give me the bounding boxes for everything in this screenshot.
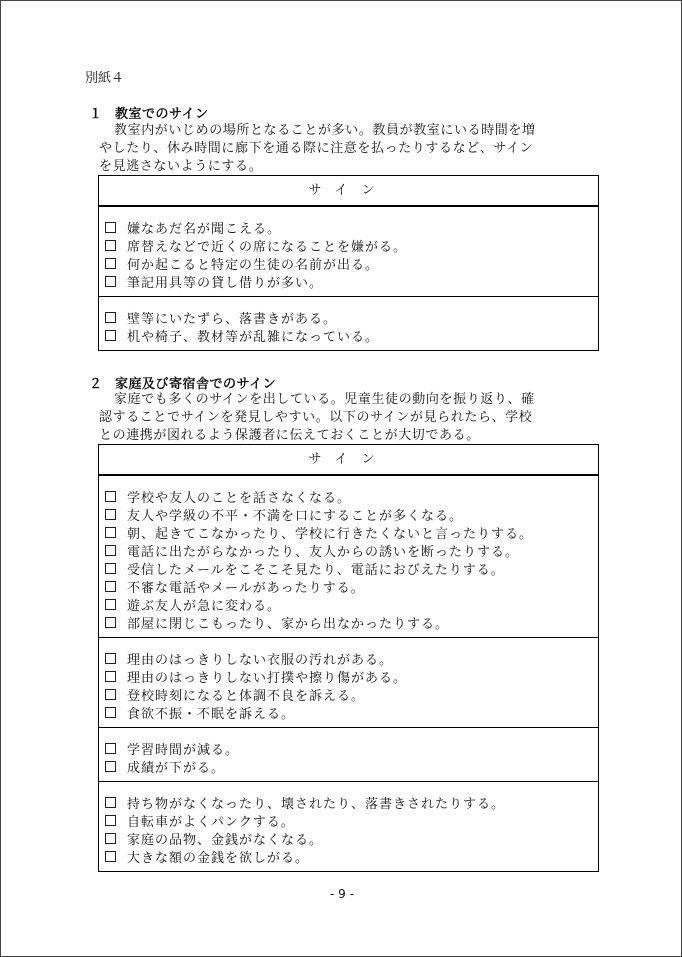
list-item: [105, 595, 598, 613]
checkbox-icon: [105, 617, 116, 628]
section-2-sign-table: [98, 444, 599, 872]
sign-group: [99, 637, 598, 727]
item-text: 食欲不振・不眠を訴える。: [127, 706, 296, 722]
section-1-number: １: [89, 107, 103, 122]
checkbox-icon: [105, 671, 116, 682]
checkbox-icon: [105, 527, 116, 538]
section-1-sign-table: [98, 175, 599, 351]
appendix-label: 別紙４: [85, 71, 125, 86]
item-text: 受信したメールをこそこそ見たり、電話におびえたりする。: [127, 562, 505, 578]
list-item: [105, 649, 598, 667]
checkbox-icon: [105, 509, 116, 520]
list-item: [105, 793, 598, 811]
item-text: 遊ぶ友人が急に変わる。: [127, 598, 282, 614]
checkbox-icon: [105, 689, 116, 700]
list-item: [105, 667, 598, 685]
checkbox-icon: [105, 545, 116, 556]
list-item: [105, 757, 598, 775]
checkbox-icon: [105, 491, 116, 502]
item-text: 壁等にいたずら、落書きがある。: [127, 311, 338, 327]
item-text: 不審な電話やメールがあったりする。: [127, 580, 365, 596]
item-text: 理由のはっきりしない衣服の汚れがある。: [127, 652, 394, 668]
item-text: 友人や学級の不平・不満を口にすることが多くなる。: [127, 508, 464, 524]
item-text: 嫌なあだ名が聞こえる。: [127, 221, 282, 237]
list-item: [105, 613, 598, 631]
page-number: - 9 -: [330, 887, 354, 901]
item-text: 登校時刻になると体調不良を訴える。: [127, 688, 366, 704]
sign-table-header: サイン: [99, 176, 598, 206]
section-2-paragraph: [99, 391, 601, 445]
item-text: 成績が下がる。: [127, 760, 226, 776]
checkbox-icon: [105, 258, 116, 269]
checkbox-icon: [105, 581, 116, 592]
checkbox-icon: [105, 851, 116, 862]
list-item: [105, 487, 598, 505]
item-text: 自転車がよくパンクする。: [127, 814, 295, 830]
list-item: [105, 254, 598, 272]
sign-table-header: サイン: [99, 445, 598, 475]
checkbox-icon: [105, 276, 116, 287]
section-1-line-3: を見逃さないようにする。: [99, 159, 263, 174]
checkbox-icon: [105, 312, 116, 323]
item-text: 机や椅子、教材等が乱雑になっている。: [127, 329, 380, 345]
checkbox-icon: [105, 653, 116, 664]
item-text: 何か起こると特定の生徒の名前が出る。: [127, 257, 380, 273]
item-text: 持ち物がなくなったり、壊されたり、落書きされたりする。: [127, 796, 506, 812]
sign-group: [99, 296, 598, 350]
checkbox-icon: [105, 743, 116, 754]
item-text: 電話に出たがらなかったり、友人からの誘いを断ったりする。: [127, 544, 520, 560]
section-2-title: 家庭及び寄宿舎でのサイン: [115, 377, 277, 392]
list-item: [105, 308, 598, 326]
list-item: [105, 703, 598, 721]
section-2-number: ２: [89, 377, 103, 392]
checkbox-icon: [105, 707, 116, 718]
section-1-line-1: 教室内がいじめの場所となることが多い。教員が教室にいる時間を増: [114, 123, 536, 138]
sign-group: [99, 206, 598, 296]
list-item: [105, 685, 598, 703]
item-text: 学習時間が減る。: [127, 742, 240, 758]
list-item: [105, 811, 598, 829]
section-2-heading: [89, 373, 276, 392]
checkbox-icon: [105, 599, 116, 610]
list-item: [105, 272, 598, 290]
item-text: 理由のはっきりしない打撲や擦り傷がある。: [127, 670, 408, 686]
list-item: [105, 326, 598, 344]
list-item: [105, 505, 598, 523]
sign-group: [99, 727, 598, 781]
checkbox-icon: [105, 240, 116, 251]
checkbox-icon: [105, 797, 116, 808]
sign-group: [99, 781, 598, 871]
section-1-line-2: やしたり、休み時間に廊下を通る際に注意を払ったりするなど、サイン: [99, 141, 534, 156]
section-1-paragraph: [99, 122, 601, 176]
item-text: 学校や友人のことを話さなくなる。: [127, 490, 352, 506]
item-text: 席替えなどで近くの席になることを嫌がる。: [127, 239, 408, 255]
list-item: [105, 523, 598, 541]
section-2-line-3: との連携が図れるよう保護者に伝えておくことが大切である。: [99, 428, 480, 443]
list-item: [105, 847, 598, 865]
list-item: [105, 829, 598, 847]
checkbox-icon: [105, 330, 116, 341]
list-item: [105, 236, 598, 254]
item-text: 大きな額の金銭を欲しがる。: [127, 850, 310, 866]
list-item: [105, 559, 598, 577]
list-item: [105, 218, 598, 236]
sign-group: [99, 475, 598, 637]
section-1-title: 教室でのサイン: [115, 107, 209, 122]
list-item: [105, 577, 598, 595]
item-text: 部屋に閉じこもったり、家から出なかったりする。: [127, 616, 450, 632]
section-2-line-2: 認することでサインを発見しやすい。以下のサインが見られたら、学校: [99, 410, 533, 425]
checkbox-icon: [105, 833, 116, 844]
list-item: [105, 739, 598, 757]
section-2-line-1: 家庭でも多くのサインを出している。児童生徒の動向を振り返り、確: [114, 392, 535, 407]
checkbox-icon: [105, 563, 116, 574]
item-text: 朝、起きてこなかったり、学校に行きたくないと言ったりする。: [127, 526, 534, 542]
checkbox-icon: [105, 222, 116, 233]
item-text: 筆記用具等の貸し借りが多い。: [127, 275, 324, 291]
item-text: 家庭の品物、金銭がなくなる。: [127, 832, 324, 848]
section-1-heading: [89, 103, 209, 122]
checkbox-icon: [105, 815, 116, 826]
list-item: [105, 541, 598, 559]
checkbox-icon: [105, 761, 116, 772]
